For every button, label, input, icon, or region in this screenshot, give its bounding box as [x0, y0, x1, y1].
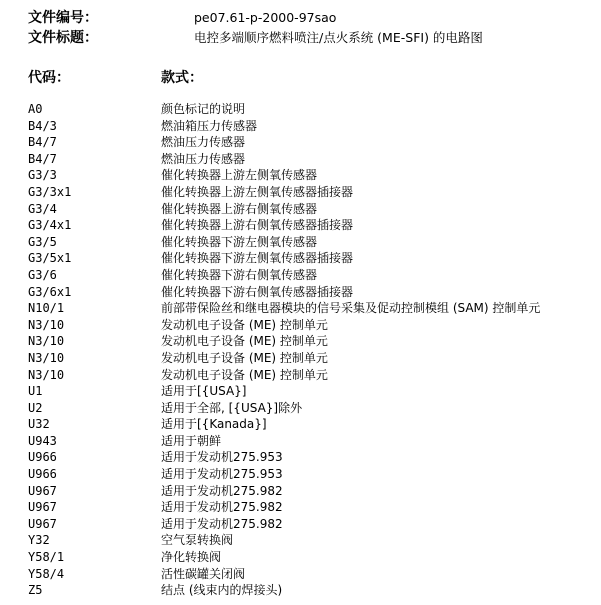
component-code: U966: [28, 450, 57, 465]
legend-row: [0, 416, 601, 433]
component-code: N3/10: [28, 367, 65, 382]
legend-row: [0, 234, 601, 251]
component-description: 发动机电子设备 (ME) 控制单元: [161, 334, 328, 349]
legend-row: [0, 549, 601, 566]
legend-row: [0, 466, 601, 483]
legend-row: [0, 101, 601, 118]
component-description: 催化转换器上游左侧氧传感器: [161, 168, 318, 183]
legend-row: [0, 516, 601, 533]
component-description: 催化转换器下游右侧氧传感器: [161, 267, 318, 282]
component-description: 发动机电子设备 (ME) 控制单元: [161, 317, 328, 332]
component-description: 发动机电子设备 (ME) 控制单元: [161, 350, 328, 365]
component-code: G3/3: [28, 168, 57, 183]
legend-row: [0, 383, 601, 400]
component-description: 催化转换器上游右侧氧传感器插接器: [161, 218, 354, 233]
component-code: U2: [28, 400, 43, 415]
component-code: G3/6: [28, 267, 57, 282]
text-column-header: 款式：: [161, 70, 203, 86]
legend-list: [0, 101, 601, 599]
legend-row: [0, 151, 601, 168]
legend-row: [0, 350, 601, 367]
component-description: 净化转换阀: [161, 550, 222, 565]
legend-row: [0, 499, 601, 516]
component-description: 适用于朝鲜: [161, 433, 222, 448]
legend-row: [0, 300, 601, 317]
legend-row: [0, 333, 601, 350]
legend-row: [0, 284, 601, 301]
component-code: U966: [28, 467, 57, 482]
legend-row: [0, 582, 601, 599]
doc-title-value: 电控多端顺序燃料喷注/点火系统 (ME-SFI) 的电路图: [194, 30, 483, 45]
doc-title-label: 文件标题：: [28, 30, 98, 46]
legend-row: [0, 267, 601, 284]
component-description: 适用于发动机275.982: [161, 483, 283, 498]
component-code: Y32: [28, 533, 50, 548]
component-description: 适用于[{USA}]: [161, 384, 247, 399]
component-code: A0: [28, 102, 43, 116]
legend-row: [0, 317, 601, 334]
component-description: 燃油压力传感器: [161, 151, 246, 166]
component-description: 催化转换器下游右侧氧传感器插接器: [161, 284, 354, 299]
legend-row: [0, 532, 601, 549]
component-description: 前部带保险丝和继电器模块的信号采集及促动控制模组 (SAM) 控制单元: [161, 301, 541, 316]
legend-row: [0, 201, 601, 218]
component-code: U943: [28, 433, 57, 448]
component-code: G3/6x1: [28, 284, 72, 299]
component-description: 颜色标记的说明: [161, 102, 246, 116]
component-code: G3/3x1: [28, 184, 72, 199]
component-description: 结点 (线束内的焊接头): [161, 583, 283, 598]
component-description: 催化转换器上游右侧氧传感器: [161, 201, 318, 216]
component-description: 适用于全部, [{USA}]除外: [161, 400, 303, 415]
component-code: Y58/1: [28, 550, 65, 565]
component-code: N3/10: [28, 334, 65, 349]
legend-row: [0, 250, 601, 267]
component-description: 催化转换器下游左侧氧传感器插接器: [161, 251, 354, 266]
legend-row: [0, 184, 601, 201]
component-description: 适用于发动机275.982: [161, 500, 283, 515]
component-code: U967: [28, 500, 57, 515]
component-code: N3/10: [28, 350, 65, 365]
legend-row: [0, 367, 601, 384]
component-description: 适用于[{Kanada}]: [161, 417, 267, 432]
legend-row: [0, 134, 601, 151]
doc-number-label: 文件编号：: [28, 10, 98, 26]
component-description: 发动机电子设备 (ME) 控制单元: [161, 367, 328, 382]
component-code: N3/10: [28, 317, 65, 332]
component-code: B4/7: [28, 151, 57, 166]
component-description: 适用于发动机275.953: [161, 450, 283, 465]
legend-row: [0, 217, 601, 234]
component-description: 空气泵转换阀: [161, 533, 234, 548]
legend-row: [0, 433, 601, 450]
component-code: U1: [28, 384, 43, 399]
component-description: 适用于发动机275.953: [161, 467, 283, 482]
component-code: G3/4: [28, 201, 57, 216]
component-code: G3/5x1: [28, 251, 72, 266]
component-description: 活性碳罐关闭阀: [161, 566, 246, 581]
legend-row: [0, 566, 601, 583]
doc-number-value: pe07.61-p-2000-97sao: [194, 10, 337, 25]
component-description: 燃油压力传感器: [161, 135, 246, 150]
component-code: N10/1: [28, 301, 65, 316]
code-column-header: 代码：: [28, 70, 70, 86]
component-code: B4/3: [28, 118, 57, 133]
component-code: G3/4x1: [28, 218, 72, 233]
component-description: 燃油箱压力传感器: [161, 118, 258, 133]
component-code: G3/5: [28, 234, 57, 249]
component-code: Y58/4: [28, 566, 65, 581]
legend-row: [0, 449, 601, 466]
legend-row: [0, 400, 601, 417]
component-code: U967: [28, 516, 57, 531]
legend-row: [0, 118, 601, 135]
component-description: 适用于发动机275.982: [161, 516, 283, 531]
legend-row: [0, 167, 601, 184]
component-code: Z5: [28, 583, 43, 598]
component-description: 催化转换器下游左侧氧传感器: [161, 234, 318, 249]
component-code: U967: [28, 483, 57, 498]
legend-row: [0, 483, 601, 500]
component-code: B4/7: [28, 135, 57, 150]
component-description: 催化转换器上游左侧氧传感器插接器: [161, 184, 354, 199]
component-code: U32: [28, 417, 50, 432]
